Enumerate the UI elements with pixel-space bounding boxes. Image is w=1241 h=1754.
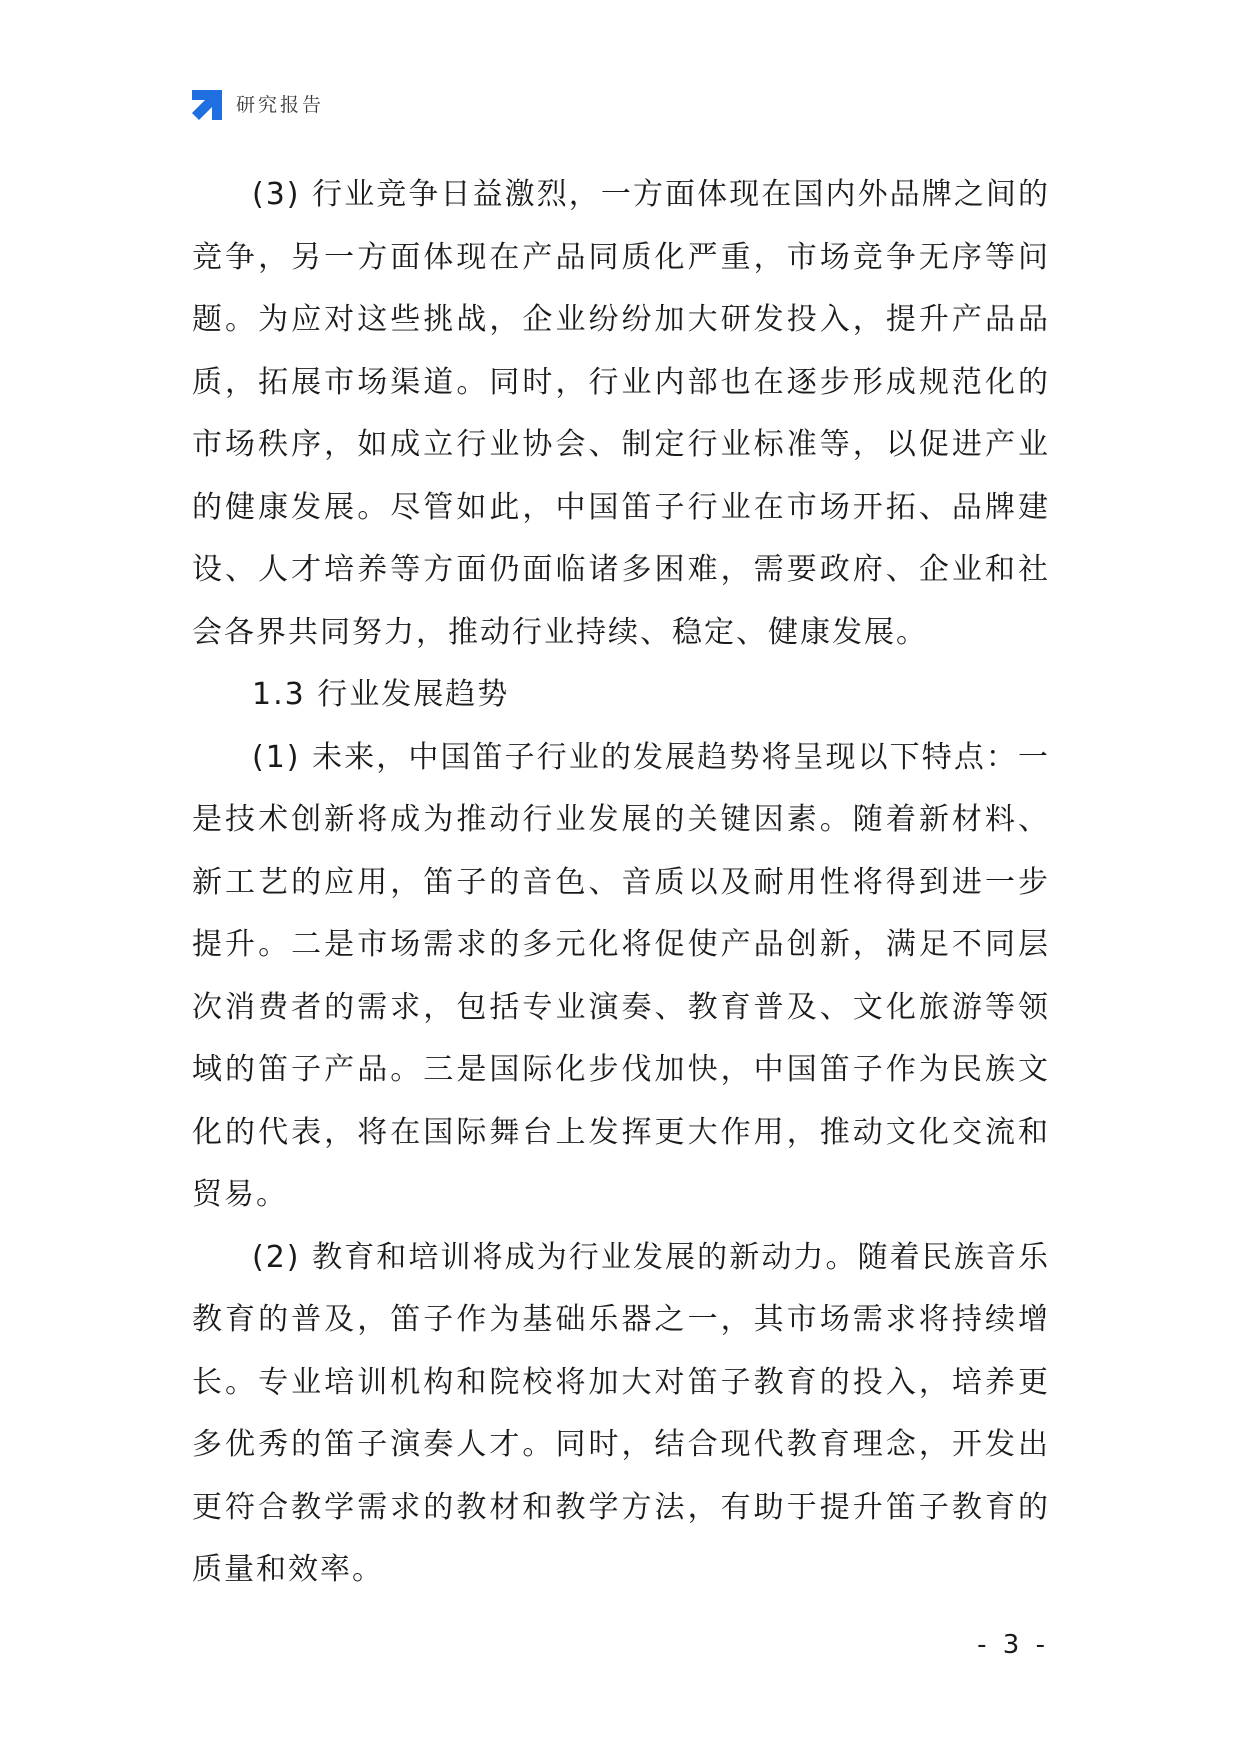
paragraph-education: (2) 教育和培训将成为行业发展的新动力。随着民族音乐教育的普及，笛子作为基础乐器之一，其市场需求将持续增长。专业培训机构和院校将加大对笛子教育的投入，培养更多优秀的笛子演奏人才。同时，结合现代教育理念，开发出更符合教学需求的教材和教学方法，有助于提升笛子教育的质量和效率。	[192, 1239, 1050, 1587]
arrow-logo-icon	[190, 88, 224, 122]
paragraph-trends: (1) 未来，中国笛子行业的发展趋势将呈现以下特点：一是技术创新将成为推动行业发展的关键因素。随着新材料、新工艺的应用，笛子的音色、音质以及耐用性将得到进一步提升。二是市场需求的多元化将促使产品创新，满足不同层次消费者的需求，包括专业演奏、教育普及、文化旅游等领域的笛子产品。三是国际化步伐加快，中国笛子作为民族文化的代表，将在国际舞台上发挥更大作用，推动文化交流和贸易。	[192, 739, 1050, 1212]
paragraph-competition: (3) 行业竞争日益激烈，一方面体现在国内外品牌之间的竞争，另一方面体现在产品同质化严重，市场竞争无序等问题。为应对这些挑战，企业纷纷加大研发投入，提升产品品质，拓展市场渠道。同时，行业内部也在逐步形成规范化的市场秩序，如成立行业协会、制定行业标准等，以促进产业的健康发展。尽管如此，中国笛子行业在市场开拓、品牌建设、人才培养等方面仍面临诸多困难，需要政府、企业和社会各界共同努力，推动行业持续、稳定、健康发展。	[192, 177, 1050, 650]
page-header	[190, 88, 324, 122]
document-body	[192, 164, 1050, 1602]
page-number: - 3 -	[977, 1630, 1049, 1660]
report-label: 研究报告	[236, 94, 325, 116]
section-heading: 1.3 行业发展趋势	[252, 677, 510, 712]
